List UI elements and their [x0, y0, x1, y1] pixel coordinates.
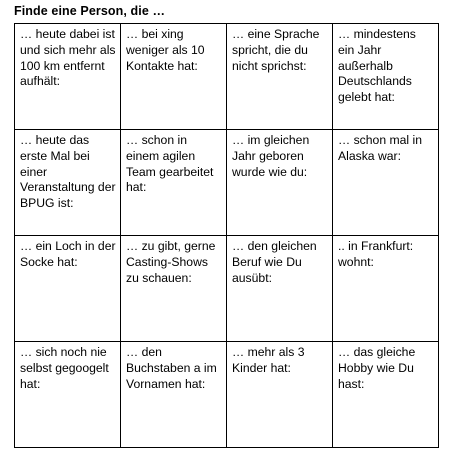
grid-row: [15, 236, 439, 342]
grid-cell: … sich noch nie selbst gegoogelt hat:: [15, 342, 121, 448]
grid-cell: … schon mal in Alaska war:: [333, 130, 439, 236]
grid-cell: … mindestens ein Jahr außerhalb Deutschlands gelebt hat:: [333, 24, 439, 130]
grid-cell: … ein Loch in der Socke hat:: [15, 236, 121, 342]
grid-cell: … eine Sprache spricht, die du nicht sprichst:: [227, 24, 333, 130]
grid-cell: … heute das erste Mal bei einer Veranstaltung der BPUG ist:: [15, 130, 121, 236]
grid-cell: … zu gibt, gerne Casting-Shows zu schauen:: [121, 236, 227, 342]
grid-cell: … das gleiche Hobby wie Du hast:: [333, 342, 439, 448]
grid-cell: .. in Frankfurt: wohnt:: [333, 236, 439, 342]
grid-row: [15, 342, 439, 448]
grid-cell: … bei xing weniger als 10 Kontakte hat:: [121, 24, 227, 130]
grid-cell: … den Buchstaben a im Vornamen hat:: [121, 342, 227, 448]
grid-cell: … heute dabei ist und sich mehr als 100 km entfernt aufhält:: [15, 24, 121, 130]
grid-row: [15, 24, 439, 130]
grid-cell: … mehr als 3 Kinder hat:: [227, 342, 333, 448]
grid-cell: … schon in einem agilen Team gearbeitet hat:: [121, 130, 227, 236]
grid-row: [15, 130, 439, 236]
page-title: Finde eine Person, die …: [14, 4, 166, 18]
grid-cell: … im gleichen Jahr geboren wurde wie du:: [227, 130, 333, 236]
grid-cell: … den gleichen Beruf wie Du ausübt:: [227, 236, 333, 342]
bingo-grid: [14, 23, 439, 448]
